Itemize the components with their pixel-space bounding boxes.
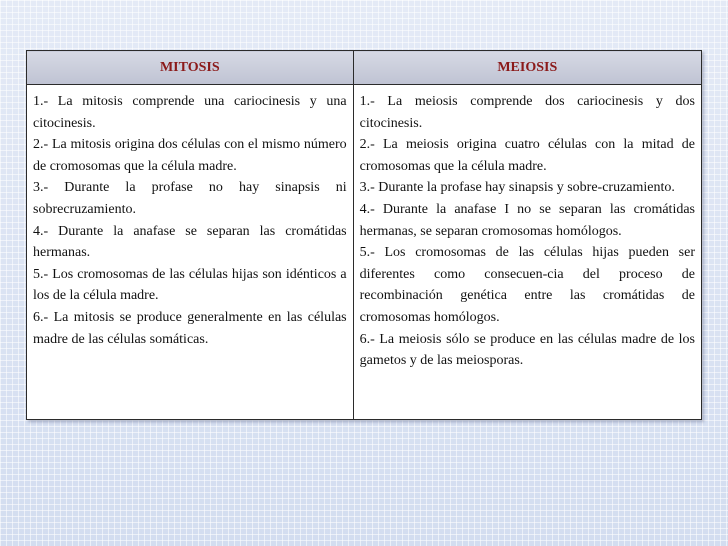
meiosis-item-2: 2.- La meiosis origina cuatro células con la mitad de cromosomas que la célula madre. bbox=[359, 137, 695, 174]
table-header-row bbox=[27, 51, 702, 85]
mitosis-item-5: 5.- Los cromosomas de las células hijas son idénticos a los de la célula madre. bbox=[33, 266, 347, 304]
meiosis-item-1: 1.- La meiosis comprende dos cariocinesis y dos citocinesis. bbox=[359, 94, 695, 131]
mitosis-item-4: 4.- Durante la anafase se separan las cromátidas hermanas. bbox=[33, 223, 347, 261]
mitosis-column bbox=[27, 85, 354, 420]
comparison-table bbox=[26, 50, 702, 420]
mitosis-item-1: 1.- La mitosis comprende una cariocinesis y una citocinesis. bbox=[33, 94, 347, 131]
mitosis-item-2: 2.- La mitosis origina dos células con el mismo número de cromosomas que la célula madre. bbox=[33, 137, 347, 174]
header-meiosis: MEIOSIS bbox=[353, 51, 701, 85]
meiosis-item-5: 5.- Los cromosomas de las células hijas pueden ser diferentes como consecuen-cia del proceso de recombinación genética entre las cromátidas de cromosomas homólogos. bbox=[359, 245, 695, 325]
mitosis-item-6: 6.- La mitosis se produce generalmente en las células madre de las células somáticas. bbox=[33, 309, 347, 347]
meiosis-item-3: 3.- Durante la profase hay sinapsis y sobre-cruzamiento. bbox=[359, 180, 675, 196]
meiosis-item-4: 4.- Durante la anafase I no se separan las cromátidas hermanas, se separan cromosomas homólogos. bbox=[359, 201, 695, 239]
meiosis-item-6: 6.- La meiosis sólo se produce en las células madre de los gametos y de las meiosporas. bbox=[359, 331, 695, 369]
header-mitosis: MITOSIS bbox=[27, 51, 354, 85]
table-body-row bbox=[27, 85, 702, 420]
mitosis-item-3: 3.- Durante la profase no hay sinapsis ni sobrecruzamiento. bbox=[33, 180, 347, 217]
meiosis-column bbox=[353, 85, 701, 420]
